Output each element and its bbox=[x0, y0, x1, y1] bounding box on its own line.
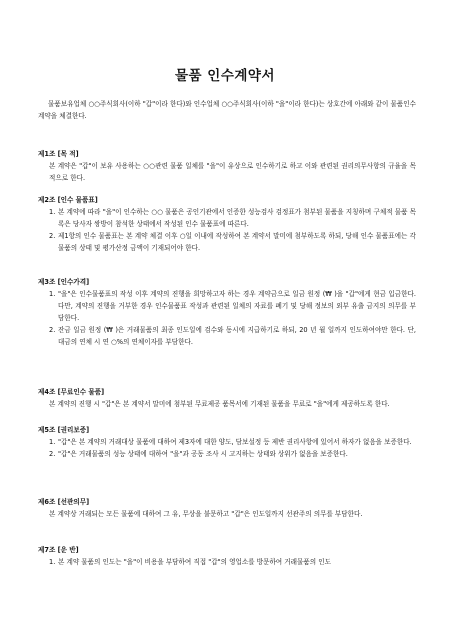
article-2 bbox=[38, 194, 416, 254]
item-text: "갑"은 본 계약의 거래대상 물품에 대하여 제3자에 대한 양도, 담보설정 등 제반 권리사항에 있어서 하자가 없음을 보증한다. bbox=[58, 438, 412, 446]
list-item bbox=[38, 556, 416, 568]
item-number: 1. bbox=[49, 290, 56, 298]
item-text: "을"은 인수물품표의 작성 이후 계약의 진행을 희망하고자 하는 경우 계약금으로 일금 원정 (₩ )을 "갑"에게 현금 입금한다. 다만, 계약의 진행을 거부한 경우 인수물품표 작성과 관련된 일체의 자료를 폐기 및 당해 정보의 외부 유출 금지의 의무를 부담한다. bbox=[58, 290, 416, 322]
article-heading: 제6조 [선관의무] bbox=[38, 498, 90, 506]
item-number: 1. bbox=[49, 438, 56, 446]
article-3 bbox=[38, 276, 416, 348]
article-7 bbox=[38, 544, 416, 568]
item-text: "갑"은 거래물품의 성능 상태에 대하여 "을"과 공동 조사 시 고지하는 상태와 상위가 없음을 보증한다. bbox=[58, 450, 348, 458]
article-1 bbox=[38, 148, 416, 184]
item-text: 본 계약에 따라 "을"이 인수하는 ○○ 물품은 공인기관에서 인증한 성능검사 검정표가 첨부된 물품을 지칭하며 구체적 물품 목록은 당사자 쌍방이 참석한 상태에서 작성된 인수 물품표에 따른다. bbox=[58, 208, 416, 228]
list-item bbox=[38, 288, 416, 324]
article-5 bbox=[38, 424, 416, 460]
article-heading: 제3조 [인수가격] bbox=[38, 278, 90, 286]
list-item bbox=[38, 448, 416, 460]
article-heading: 제2조 [인수 물품표] bbox=[38, 196, 98, 204]
article-paragraph: 본 계약상 거래되는 모든 물품에 대하여 그 유, 무상을 불문하고 "갑"은 인도일까지 선관주의 의무를 부담한다. bbox=[49, 510, 363, 518]
list-item bbox=[38, 436, 416, 448]
article-paragraph: 본 계약의 진행 시 "갑"은 본 계약서 말미에 첨부된 무료제공 품목서에 기재된 물품을 무료로 "을"에게 제공하도록 한다. bbox=[49, 400, 390, 408]
item-text: 본 계약 물품의 인도는 "을"이 비용을 부담하여 직접 "갑"의 영업소를 방문하여 거래물품의 인도 bbox=[58, 558, 331, 566]
article-paragraph: 본 계약은 "갑"이 보유 사용하는 ○○관련 물품 일체를 "을"이 유상으로 인수하기로 하고 이와 관련된 권리의무사항의 규율을 목적으로 한다. bbox=[49, 162, 416, 182]
list-item bbox=[38, 230, 416, 254]
article-6 bbox=[38, 496, 416, 520]
article-4 bbox=[38, 386, 416, 410]
item-number: 1. bbox=[49, 558, 56, 566]
item-text: 제1항의 인수 물품표는 본 계약 체결 이후 ○일 이내에 작성하여 본 계약서 말미에 첨부하도록 하되, 당해 인수 물품표에는 각 물품의 상태 및 평가산정 금액이 기재되어야 한다. bbox=[58, 232, 416, 252]
item-number: 2. bbox=[49, 326, 56, 334]
list-item bbox=[38, 206, 416, 230]
item-number: 1. bbox=[49, 208, 56, 216]
item-number: 2. bbox=[49, 450, 56, 458]
item-number: 2. bbox=[49, 232, 56, 240]
item-text: 잔금 일금 원정 (₩ )은 거래물품의 최종 인도일에 검수와 동시에 지급하기로 하되, 20 년 월 일까지 인도하여야만 한다. 단, 대금의 연체 시 연 ○%의 연체이자를 부담한다. bbox=[58, 326, 416, 346]
list-item bbox=[38, 324, 416, 348]
document-title: 물품 인수계약서 bbox=[175, 68, 275, 84]
article-heading: 제5조 [권리보증] bbox=[38, 426, 90, 434]
intro-paragraph: 물품보유업체 ○○주식회사(이하 "갑"이라 한다)와 인수업체 ○○주식회사(이하 "을"이라 한다)는 상호간에 아래와 같이 물품인수 계약을 체결한다. bbox=[38, 100, 416, 120]
article-heading: 제4조 [무료인수 물품] bbox=[38, 388, 105, 396]
article-heading: 제7조 [운 반] bbox=[38, 546, 79, 554]
article-heading: 제1조 [목 적] bbox=[38, 150, 79, 158]
